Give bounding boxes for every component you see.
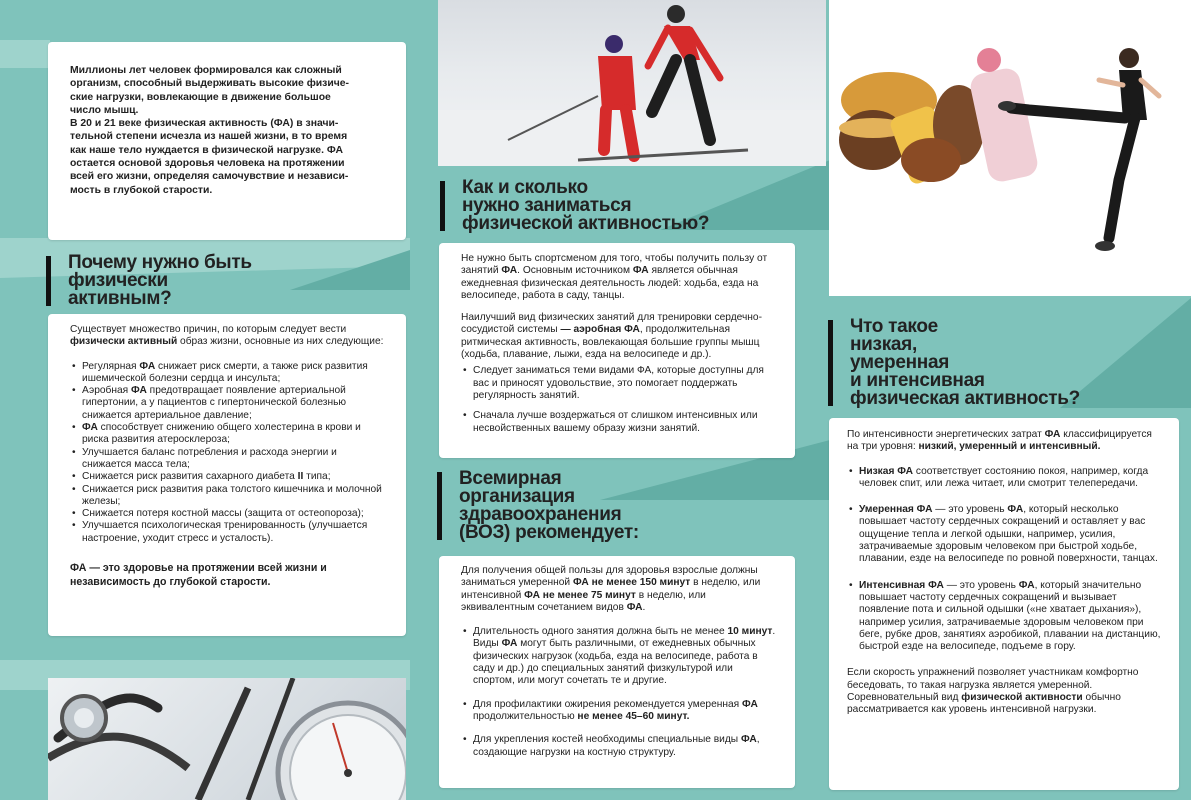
levels-card xyxy=(829,418,1179,790)
intro-text xyxy=(70,64,386,197)
why-heading xyxy=(46,254,376,308)
heading-line: активным? xyxy=(68,288,172,309)
heading-line: физической активностью? xyxy=(462,213,710,234)
heading-line: Всемирная xyxy=(459,468,562,489)
stethoscope-photo xyxy=(48,678,406,800)
fitness-food-photo xyxy=(829,0,1191,296)
list-item: • Снижается потеря костной массы (защита от остеопороза); xyxy=(70,508,386,520)
intro-line: мость в глубокой старости. xyxy=(70,184,213,196)
list-item-intense: • Интенсивная ФА — это уровень ФА, который значительно повышает частоту сердечных сокращений и вызывает появление пота и сильной одышки («не хватает дыхания»), например усилия, затрачиваемые здоровым человеком при беге, рубке дров, занятиях аэробикой, плавании на дистанцию, быстрой езде на велосипеде, подъеме в гору. xyxy=(847,580,1163,654)
levels-heading xyxy=(828,318,1168,408)
list-item: • ФА способствует снижению общего холестерина в крови и риска развития атеросклероза; xyxy=(70,422,386,447)
intro-line: как наше тело нуждается в физической нагрузке. ФА xyxy=(70,144,343,156)
intro-line: В 20 и 21 веке физическая активность (ФА) в значи- xyxy=(70,118,339,130)
how-list xyxy=(461,365,777,434)
skiers-icon xyxy=(438,0,826,166)
band-top-left xyxy=(0,40,50,68)
how-heading xyxy=(440,179,770,233)
list-item: • Снижается риск развития рака толстого кишечника и молочной железы; xyxy=(70,484,386,509)
heading-line: (ВОЗ) рекомендует: xyxy=(459,522,639,543)
heading-line: Что такое xyxy=(850,316,938,337)
list-item-moderate: • Умеренная ФА — это уровень ФА, который несколько повышает частоту сердечных сокращений и оставляет у вас ощущение тепла и легкой одышки, например, усилия, затрачиваемые здоровым человеком при быстрой ходьбе, плавании, езде на велосипеде по ровной поверхности, танцах. xyxy=(847,504,1163,565)
heading-line: Почему нужно быть xyxy=(68,252,252,273)
intro-line: тельной степени исчезла из нашей жизни, в то время xyxy=(70,131,348,143)
intro-card xyxy=(48,42,406,240)
intro-line: остается основой здоровья человека на протяжении xyxy=(70,158,345,170)
heading-line: низкая, xyxy=(850,334,917,355)
list-item: • Следует заниматься теми видами ФА, которые доступны для вас и приносят удовольствие, это помогает поддержать регулярность занятий. xyxy=(461,365,777,402)
heading-line: и интенсивная xyxy=(850,370,985,391)
how-paragraph-2: Наилучший вид физических занятий для тренировки сердечно-сосудистой системы — аэробная ФА, продолжительная ритмическая активность, вовлекающая большие группы мышц (ходьба, плавание, лыжи, езда на велосипеде и др.). xyxy=(461,312,762,361)
intro-line: всей его жизни, определяя самочувствие и независи- xyxy=(70,171,349,183)
list-item: • Для укрепления костей необходимы специальные виды ФА, создающие нагрузки на костную структуру. xyxy=(461,734,777,759)
who-paragraph: Для получения общей пользы для здоровья взрослые должны заниматься умеренной ФА не менее 150 минут в неделю, или интенсивной ФА не менее 75 минут в неделю, или эквивалентным сочетанием видов ФА. xyxy=(461,565,761,613)
intro-line: Миллионы лет человек формировался как сложный xyxy=(70,65,342,76)
heading-line: нужно заниматься xyxy=(462,195,632,216)
list-item: • Длительность одного занятия должна быть не менее 10 минут. Виды ФА могут быть различными, от ежедневных обычных физических нагрузок (ходьба, езда на велосипеде, работа в саду и др.) до специальных занятий физкультурой или спортом, или могут сочетать те и другие. xyxy=(461,626,777,687)
heading-line: здравоохранения xyxy=(459,504,622,525)
why-conclusion: ФА — это здоровье на протяжении всей жизни и независимость до глубокой старости. xyxy=(70,562,327,589)
why-list xyxy=(70,361,386,545)
who-heading xyxy=(437,470,767,542)
levels-list xyxy=(847,466,1163,654)
heading-line: умеренная xyxy=(850,352,950,373)
heading-line: Как и сколько xyxy=(462,177,588,198)
intro-line: ские нагрузки, вовлекающие в движение большое xyxy=(70,91,331,103)
list-item: • Снижается риск развития сахарного диабета II типа; xyxy=(70,471,386,483)
who-list xyxy=(461,626,777,759)
levels-outro: Если скорость упражнений позволяет участникам комфортно беседовать, то такая нагрузка является умеренной. Соревновательный вид физической активности обычно рассматривается как уровень интенсивной нагрузки. xyxy=(847,667,1139,716)
list-item: • Улучшается баланс потребления и расхода энергии и снижается масса тела; xyxy=(70,447,386,472)
intro-line: число мышц. xyxy=(70,104,139,116)
who-card xyxy=(439,556,795,788)
heading-line: физически xyxy=(68,270,168,291)
list-item: • Улучшается психологическая тренированность (улучшается настроение, уходит стресс и усталость). xyxy=(70,520,386,545)
skiing-photo xyxy=(438,0,826,166)
list-item: • Аэробная ФА предотвращает появление артериальной гипертонии, а у пациентов с гипертонической болезнью снижается артериальное давление; xyxy=(70,385,386,422)
why-card xyxy=(48,314,406,636)
why-intro: Существует множество причин, по которым следует вести физически активный образ жизни, основные из них следующие: xyxy=(70,324,384,348)
list-item: • Сначала лучше воздержаться от слишком интенсивных или несвойственных вашему образу жизни занятий. xyxy=(461,410,777,435)
list-item-low: • Низкая ФА соответствует состоянию покоя, например, когда человек спит, или лежа читает, или смотрит телепередачи. xyxy=(847,466,1163,491)
how-card xyxy=(439,243,795,458)
how-paragraph-1: Не нужно быть спортсменом для того, чтобы получить пользу от занятий ФА. Основным источником ФА является обычная ежедневная физическая деятельность людей: ходьба, езда на велосипеде, работа в саду, танцы. xyxy=(461,253,768,301)
levels-intro: По интенсивности энергетических затрат ФА классифицируется на три уровня: низкий, умеренный и интенсивный. xyxy=(847,429,1152,453)
heading-line: организация xyxy=(459,486,575,507)
intro-line: организм, способный выдерживать высокие физиче- xyxy=(70,78,349,90)
kicking-woman-food-icon xyxy=(829,0,1191,296)
heading-line: физическая активность? xyxy=(850,388,1080,409)
stethoscope-icon xyxy=(48,678,406,800)
list-item: • Регулярная ФА снижает риск смерти, а также риск развития ишемической болезни сердца и инсульта; xyxy=(70,361,386,386)
list-item: • Для профилактики ожирения рекомендуется умеренная ФА продолжительностью не менее 45–60 минут. xyxy=(461,699,777,724)
